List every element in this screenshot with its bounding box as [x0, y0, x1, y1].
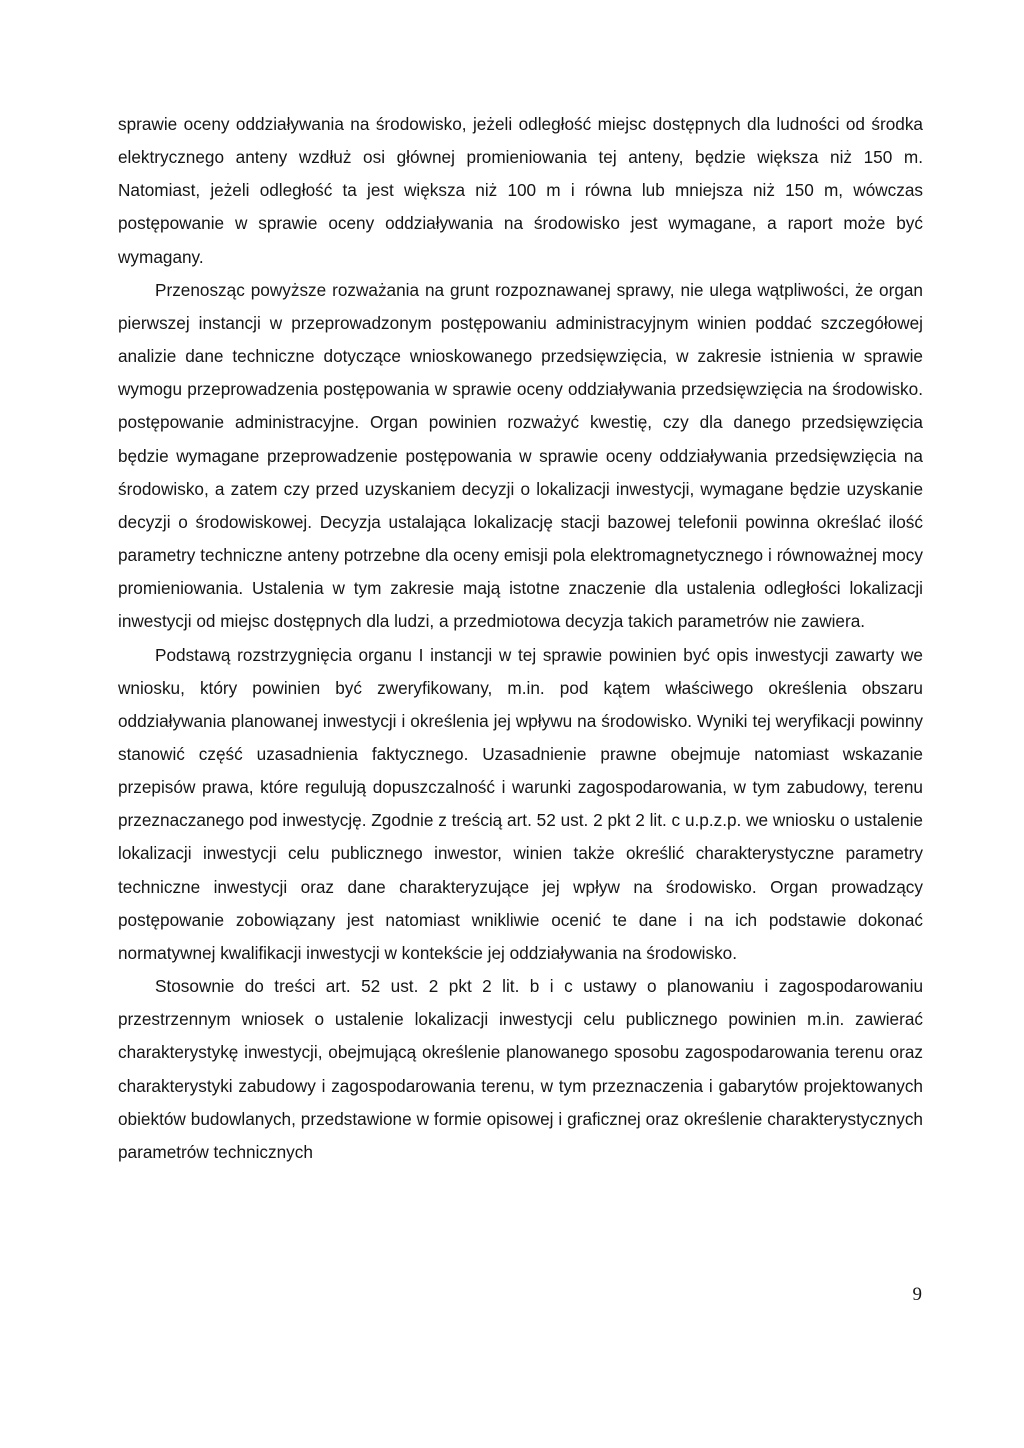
paragraph-podstawa: Podstawą rozstrzygnięcia organu I instancji w tej sprawie powinien być opis inwestycji zawarty we wniosku, który powinien być zweryfikowany, m.in. pod kątem właściwego określenia obszaru oddziaływania planowanej inwestycji i określenia jej wpływu na środowisko. Wyniki tej weryfikacji powinny stanowić część uzasadnienia faktycznego. Uzasadnienie prawne obejmuje natomiast wskazanie przepisów prawa, które regulują dopuszczalność i warunki zagospodarowania, w tym zabudowy, terenu przeznaczanego pod inwestycję. Zgodnie z treścią art. 52 ust. 2 pkt 2 lit. c u.p.z.p. we wniosku o ustalenie lokalizacji inwestycji celu publicznego inwestor, winien także określić charakterystyczne parametry techniczne inwestycji oraz dane charakteryzujące jej wpływ na środowisko. Organ prowadzący postępowanie zobowiązany jest natomiast wnikliwie ocenić te dane i na ich podstawie dokonać normatywnej kwalifikacji inwestycji w kontekście jej oddziaływania na środowisko.: [118, 644, 923, 963]
paragraph-continuation: sprawie oceny oddziaływania na środowisko, jeżeli odległość miejsc dostępnych dla ludności od środka elektrycznego anteny wzdłuż osi głównej promieniowania tej anteny, będzie większa niż 150 m. Natomiast, jeżeli odległość ta jest większa niż 100 m i równa lub mniejsza niż 150 m, wówczas postępowanie w sprawie oceny oddziaływania na środowisko jest wymagane, a raport może być wymagany.: [118, 114, 923, 267]
paragraph-przenoszac: Przenosząc powyższe rozważania na grunt rozpoznawanej sprawy, nie ulega wątpliwości, że organ pierwszej instancji w przeprowadzonym postępowaniu administracyjnym winien poddać szczegółowej analizie dane techniczne dotyczące wnioskowanego przedsięwzięcia, w zakresie istnienia w sprawie wymogu przeprowadzenia postępowania w sprawie oceny oddziaływania przedsięwzięcia na środowisko. postępowanie administracyjne. Organ powinien rozważyć kwestię, czy dla danego przedsięwzięcia będzie wymagane przeprowadzenie postępowania w sprawie oceny oddziaływania przedsięwzięcia na środowisko, a zatem czy przed uzyskaniem decyzji o lokalizacji inwestycji, wymagane będzie uzyskanie decyzji o środowiskowej. Decyzja ustalająca lokalizację stacji bazowej telefonii powinna określać ilość parametry techniczne anteny potrzebne dla oceny emisji pola elektromagnetycznego i równoważnej mocy promieniowania. Ustalenia w tym zakresie mają istotne znaczenie dla ustalenia odległości lokalizacji inwestycji od miejsc dostępnych dla ludzi, a przedmiotowa decyzja takich parametrów nie zawiera.: [118, 279, 923, 632]
page-number: 9: [912, 1284, 922, 1305]
document-body: [118, 108, 923, 1169]
paragraph-stosownie: Stosownie do treści art. 52 ust. 2 pkt 2 lit. b i c ustawy o planowaniu i zagospodarowaniu przestrzennym wniosek o ustalenie lokalizacji inwestycji celu publicznego powinien m.in. zawierać charakterystykę inwestycji, obejmującą określenie planowanego sposobu zagospodarowania terenu oraz charakterystyki zabudowy i zagospodarowania terenu, w tym przeznaczenia i gabarytów projektowanych obiektów budowlanych, przedstawione w formie opisowej i graficznej oraz określenie charakterystycznych parametrów technicznych: [118, 976, 923, 1162]
